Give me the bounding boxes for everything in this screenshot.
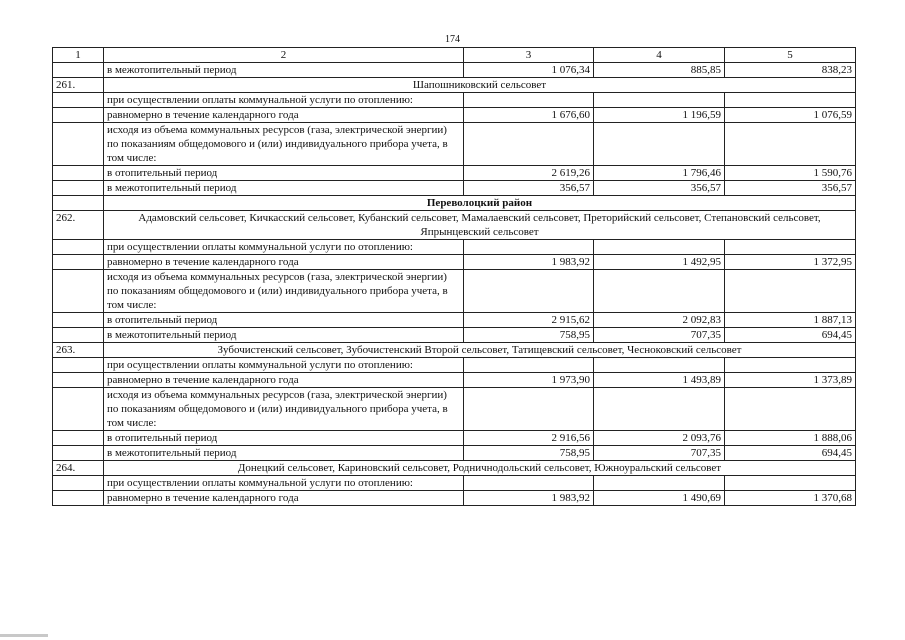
value-col4: 707,35	[594, 446, 725, 461]
value-col3: 1 983,92	[464, 491, 594, 506]
section-title: Зубочистенский сельсовет, Зубочистенский Второй сельсовет, Татищевский сельсовет, Чесноковский сельсовет	[104, 343, 856, 358]
row-label: в межотопительный период	[104, 446, 464, 461]
empty-cell	[464, 476, 594, 491]
row-label: в межотопительный период	[104, 328, 464, 343]
empty-cell	[53, 491, 104, 506]
empty-cell	[53, 63, 104, 78]
value-col4: 1 492,95	[594, 255, 725, 270]
section-row	[53, 211, 856, 240]
empty-cell	[53, 388, 104, 431]
empty-cell	[594, 270, 725, 313]
row-label: при осуществлении оплаты коммунальной услуги по отоплению:	[104, 93, 464, 108]
empty-cell	[464, 93, 594, 108]
empty-cell	[53, 166, 104, 181]
empty-cell	[53, 313, 104, 328]
empty-cell	[725, 358, 856, 373]
value-col3: 758,95	[464, 446, 594, 461]
value-col3: 758,95	[464, 328, 594, 343]
empty-cell	[53, 196, 104, 211]
section-title: Шапошниковский сельсовет	[104, 78, 856, 93]
row-label: исходя из объема коммунальных ресурсов (газа, электрической энергии) по показаниям общедомового и (или) индивидуального прибора учета, в том числе:	[104, 123, 464, 166]
empty-cell	[725, 123, 856, 166]
scan-edge-mark	[0, 634, 48, 637]
value-col5: 356,57	[725, 181, 856, 196]
value-col5: 1 373,89	[725, 373, 856, 388]
empty-cell	[594, 388, 725, 431]
value-col5: 838,23	[725, 63, 856, 78]
empty-cell	[725, 388, 856, 431]
table-row	[53, 255, 856, 270]
row-label: равномерно в течение календарного года	[104, 255, 464, 270]
value-col5: 1 370,68	[725, 491, 856, 506]
table-row	[53, 446, 856, 461]
empty-cell	[594, 93, 725, 108]
empty-cell	[53, 270, 104, 313]
empty-cell	[53, 446, 104, 461]
section-number: 263.	[53, 343, 104, 358]
row-label: исходя из объема коммунальных ресурсов (газа, электрической энергии) по показаниям общедомового и (или) индивидуального прибора учета, в том числе:	[104, 270, 464, 313]
row-label: при осуществлении оплаты коммунальной услуги по отоплению:	[104, 240, 464, 255]
row-label: в отопительный период	[104, 313, 464, 328]
value-col5: 1 888,06	[725, 431, 856, 446]
table-row	[53, 491, 856, 506]
row-label: при осуществлении оплаты коммунальной услуги по отоплению:	[104, 476, 464, 491]
table-row	[53, 181, 856, 196]
empty-cell	[53, 240, 104, 255]
value-col3: 2 915,62	[464, 313, 594, 328]
tariff-table	[52, 47, 856, 506]
value-col5: 1 372,95	[725, 255, 856, 270]
table-row	[53, 313, 856, 328]
value-col3: 2 916,56	[464, 431, 594, 446]
column-number: 1	[53, 48, 104, 63]
empty-cell	[725, 476, 856, 491]
value-col4: 1 196,59	[594, 108, 725, 123]
row-label: исходя из объема коммунальных ресурсов (газа, электрической энергии) по показаниям общедомового и (или) индивидуального прибора учета, в том числе:	[104, 388, 464, 431]
value-col4: 356,57	[594, 181, 725, 196]
row-label: равномерно в течение календарного года	[104, 373, 464, 388]
column-number-row	[53, 48, 856, 63]
section-title: Адамовский сельсовет, Кичкасский сельсовет, Кубанский сельсовет, Мамалаевский сельсовет, Преторийский сельсовет, Степановский сельсовет, Япрынцевский сельсовет	[104, 211, 856, 240]
empty-cell	[594, 476, 725, 491]
description-row	[53, 270, 856, 313]
table-row	[53, 63, 856, 78]
table-body	[53, 48, 856, 506]
row-label: в отопительный период	[104, 166, 464, 181]
row-label: равномерно в течение календарного года	[104, 108, 464, 123]
empty-cell	[725, 240, 856, 255]
empty-cell	[594, 358, 725, 373]
value-col4: 2 093,76	[594, 431, 725, 446]
value-col3: 356,57	[464, 181, 594, 196]
empty-cell	[53, 476, 104, 491]
empty-cell	[464, 270, 594, 313]
value-col4: 707,35	[594, 328, 725, 343]
row-label: равномерно в течение календарного года	[104, 491, 464, 506]
row-label: в межотопительный период	[104, 181, 464, 196]
section-row	[53, 343, 856, 358]
value-col4: 2 092,83	[594, 313, 725, 328]
empty-cell	[53, 255, 104, 270]
empty-cell	[53, 93, 104, 108]
empty-cell	[53, 358, 104, 373]
table-row	[53, 166, 856, 181]
table-row	[53, 108, 856, 123]
description-row	[53, 388, 856, 431]
description-row	[53, 93, 856, 108]
description-row	[53, 123, 856, 166]
section-row	[53, 461, 856, 476]
value-col4: 1 796,46	[594, 166, 725, 181]
district-title: Переволоцкий район	[104, 196, 856, 211]
value-col4: 1 490,69	[594, 491, 725, 506]
empty-cell	[725, 93, 856, 108]
description-row	[53, 240, 856, 255]
value-col5: 1 590,76	[725, 166, 856, 181]
column-number: 2	[104, 48, 464, 63]
table-row	[53, 373, 856, 388]
page-number: 174	[445, 34, 460, 45]
empty-cell	[53, 328, 104, 343]
row-label: в межотопительный период	[104, 63, 464, 78]
empty-cell	[594, 240, 725, 255]
section-number: 262.	[53, 211, 104, 240]
column-number: 5	[725, 48, 856, 63]
column-number: 4	[594, 48, 725, 63]
section-number: 264.	[53, 461, 104, 476]
value-col5: 694,45	[725, 446, 856, 461]
empty-cell	[53, 123, 104, 166]
table-row	[53, 431, 856, 446]
column-number: 3	[464, 48, 594, 63]
value-col3: 1 676,60	[464, 108, 594, 123]
empty-cell	[725, 270, 856, 313]
table-row	[53, 328, 856, 343]
empty-cell	[464, 358, 594, 373]
empty-cell	[464, 123, 594, 166]
empty-cell	[53, 431, 104, 446]
empty-cell	[594, 123, 725, 166]
value-col3: 1 983,92	[464, 255, 594, 270]
empty-cell	[53, 181, 104, 196]
section-title: Донецкий сельсовет, Кариновский сельсовет, Родничнодольский сельсовет, Южноуральский сельсовет	[104, 461, 856, 476]
description-row	[53, 358, 856, 373]
empty-cell	[464, 240, 594, 255]
empty-cell	[53, 108, 104, 123]
empty-cell	[53, 373, 104, 388]
section-row	[53, 78, 856, 93]
value-col3: 1 076,34	[464, 63, 594, 78]
value-col4: 1 493,89	[594, 373, 725, 388]
value-col3: 2 619,26	[464, 166, 594, 181]
district-row	[53, 196, 856, 211]
value-col5: 1 887,13	[725, 313, 856, 328]
value-col3: 1 973,90	[464, 373, 594, 388]
section-number: 261.	[53, 78, 104, 93]
row-label: в отопительный период	[104, 431, 464, 446]
description-row	[53, 476, 856, 491]
empty-cell	[464, 388, 594, 431]
value-col5: 1 076,59	[725, 108, 856, 123]
value-col4: 885,85	[594, 63, 725, 78]
value-col5: 694,45	[725, 328, 856, 343]
row-label: при осуществлении оплаты коммунальной услуги по отоплению:	[104, 358, 464, 373]
